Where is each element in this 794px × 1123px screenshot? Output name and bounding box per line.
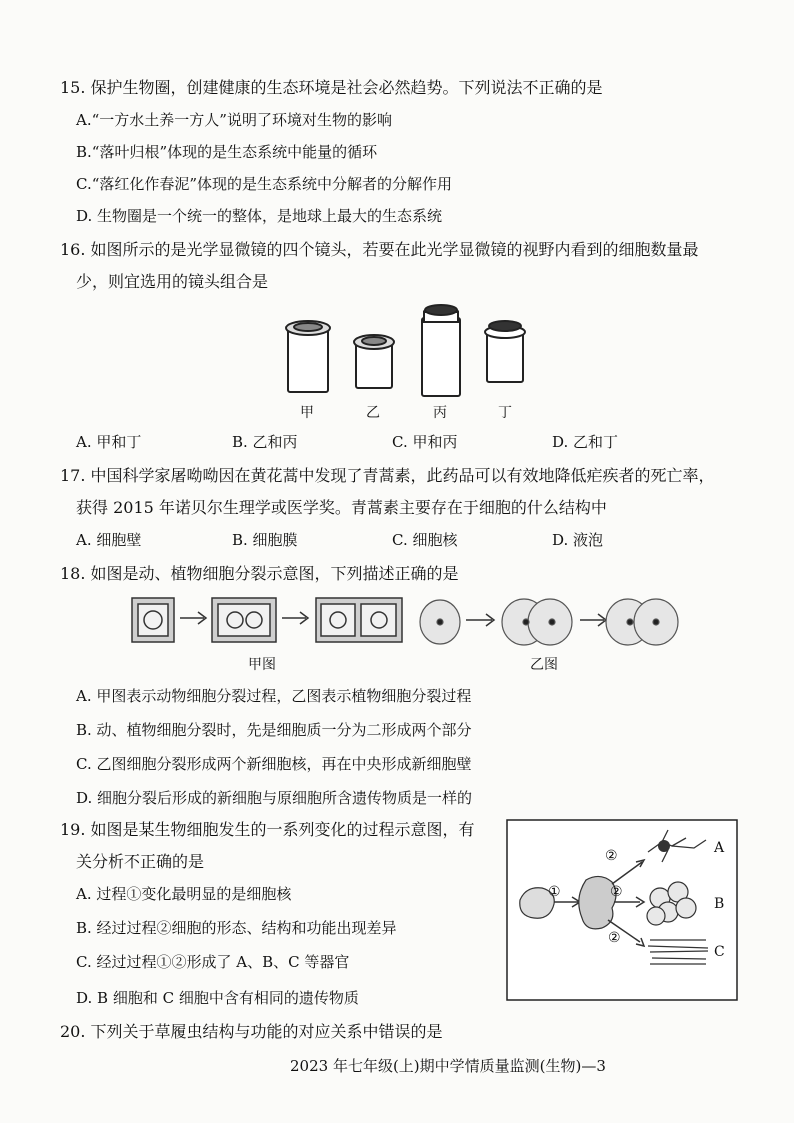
question-18-option-a: A. 甲图表示动物细胞分裂过程，乙图表示植物细胞分裂过程 — [76, 687, 472, 705]
question-18-option-d: D. 细胞分裂后形成的新细胞与原细胞所含遗传物质是一样的 — [76, 789, 473, 807]
lens-jia-icon — [286, 321, 330, 392]
figure-label-process-2a: ② — [605, 848, 618, 864]
question-17-option-d: D. 液泡 — [552, 531, 604, 549]
question-17-stem-line2: 获得 2015 年诺贝尔生理学或医学奖。青蒿素主要存在于细胞的什么结构中 — [76, 498, 607, 517]
question-16-option-d: D. 乙和丁 — [552, 433, 619, 451]
plant-cell-division-figure — [132, 598, 402, 642]
figure-label-process-1: ① — [548, 884, 561, 900]
question-20-stem: 20. 下列关于草履虫结构与功能的对应关系中错误的是 — [60, 1022, 443, 1041]
question-15-stem: 15. 保护生物圈，创建健康的生态环境是社会必然趋势。下列说法不正确的是 — [60, 78, 603, 97]
figure-label-process-2b: ② — [610, 884, 623, 900]
question-19-stem-line1: 19. 如图是某生物细胞发生的一系列变化的过程示意图，有 — [60, 820, 475, 839]
cell-differentiation-figure — [507, 820, 737, 1000]
question-18-option-b: B. 动、植物细胞分裂时，先是细胞质一分为二形成两个部分 — [76, 721, 472, 739]
lens-ding-icon — [485, 321, 525, 382]
question-16-option-b: B. 乙和丙 — [232, 433, 298, 451]
lens-label-jia: 甲 — [300, 405, 314, 421]
question-15-option-d: D. 生物圈是一个统一的整体，是地球上最大的生态系统 — [76, 207, 443, 225]
lens-label-ding: 丁 — [498, 405, 512, 421]
question-19-option-c: C. 经过过程①②形成了 A、B、C 等器官 — [76, 953, 350, 971]
figure-label-a: A — [714, 840, 725, 856]
figure-label-process-2c: ② — [608, 930, 621, 946]
question-17-stem-line1: 17. 中国科学家屠呦呦因在黄花蒿中发现了青蒿素，此药品可以有效地降低疟疾者的死亡率， — [60, 466, 715, 485]
animal-cell-division-figure — [420, 599, 678, 645]
question-19-option-d: D. B 细胞和 C 细胞中含有相同的遗传物质 — [76, 989, 359, 1007]
question-17-option-c: C. 细胞核 — [392, 531, 458, 549]
question-16-stem-line1: 16. 如图所示的是光学显微镜的四个镜头，若要在此光学显微镜的视野内看到的细胞数量最 — [60, 240, 699, 259]
question-19-stem-line2: 关分析不正确的是 — [76, 852, 205, 871]
question-15-option-c: C.“落红化作春泥”体现的是生态系统中分解者的分解作用 — [76, 175, 453, 193]
figure-label-b: B — [714, 896, 725, 912]
question-19-option-b: B. 经过过程②细胞的形态、结构和功能出现差异 — [76, 919, 397, 937]
lens-label-bing: 丙 — [433, 405, 447, 421]
question-15-option-b: B.“落叶归根”体现的是生态系统中能量的循环 — [76, 143, 378, 161]
figure-label-c: C — [714, 944, 725, 960]
lens-label-yi: 乙 — [366, 405, 380, 421]
lens-yi-icon — [354, 335, 394, 388]
figure-label-jia: 甲图 — [248, 657, 276, 673]
question-18-option-c: C. 乙图细胞分裂形成两个新细胞核，再在中央形成新细胞壁 — [76, 755, 472, 773]
question-16-option-a: A. 甲和丁 — [76, 433, 142, 451]
question-18-stem: 18. 如图是动、植物细胞分裂示意图，下列描述正确的是 — [60, 564, 459, 583]
question-16-option-c: C. 甲和丙 — [392, 433, 458, 451]
lens-bing-icon — [422, 305, 460, 396]
page-footer: 2023 年七年级(上)期中学情质量监测(生物)—3 — [290, 1057, 606, 1075]
question-16-stem-line2: 少，则宜选用的镜头组合是 — [76, 272, 269, 291]
question-19-option-a: A. 过程①变化最明显的是细胞核 — [76, 885, 292, 903]
question-17-option-a: A. 细胞壁 — [76, 531, 142, 549]
figure-label-yi: 乙图 — [530, 657, 558, 673]
question-17-option-b: B. 细胞膜 — [232, 531, 298, 549]
question-15-option-a: A.“一方水土养一方人”说明了环境对生物的影响 — [76, 111, 392, 129]
